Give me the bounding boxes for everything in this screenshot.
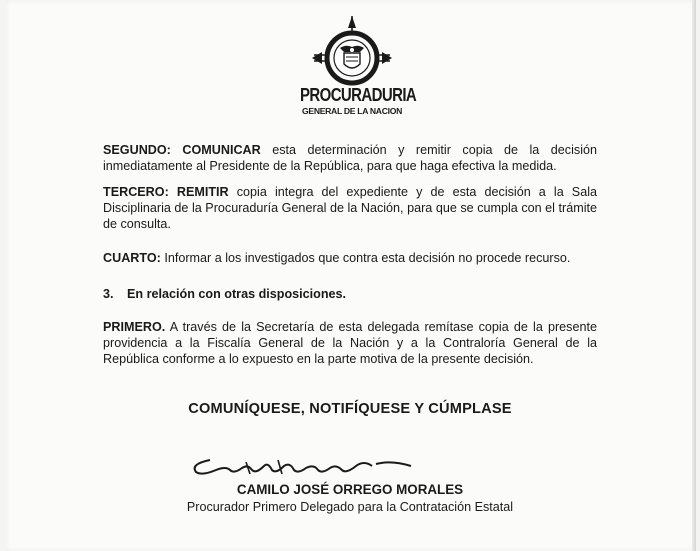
section-heading [103,287,346,301]
paragraph-text: A través de la Secretaría de esta delegada remítase copia de la presente providencia a la Fiscalía General de la Nación y a la Contraloría General de la República conforme a lo expuesto en la parte motiva de la presente decisión. [103,320,597,366]
paragraph-label: CUARTO: [103,251,161,265]
org-name-line2: GENERAL DE LA NACION [302,106,402,116]
paragraph-text: Informar a los investigados que contra esta decisión no procede recurso. [160,251,571,265]
procuraduria-logo [300,14,417,124]
closing-formula: COMUNÍQUESE, NOTIFÍQUESE Y CÚMPLASE [188,401,512,417]
handwritten-signature [186,452,416,482]
signer-name: CAMILO JOSÉ ORREGO MORALES [236,482,464,497]
org-name-line1: PROCURADURIA [300,84,417,107]
paragraph-label: SEGUNDO: [103,143,171,157]
paragraph-segundo [103,142,597,174]
paragraph-verb: REMITIR [176,185,229,199]
paragraph-text: esta determinación y remitir copia de la decisión inmediatamente al Presidente de la República, para que haga efectiva la medida. [103,143,598,173]
section-number: 3. [103,287,114,301]
paragraph-text: copia integra del expediente y de esta decisión a la Sala Disciplinaria de la Procuraduría General de la Nación, para que se cumpla con el trámite de consulta. [103,185,598,231]
paragraph-verb: COMUNICAR [182,143,261,157]
paragraph-label: TERCERO: [103,185,169,199]
paragraph-primero [103,319,597,367]
section-title: En relación con otras disposiciones. [127,287,347,301]
signer-title: Procurador Primero Delegado para la Contratación Estatal [186,500,514,514]
paragraph-label: PRIMERO. [103,320,166,334]
paragraph-cuarto [103,250,597,266]
paragraph-tercero [103,184,597,232]
coat-of-arms-icon [300,14,404,86]
